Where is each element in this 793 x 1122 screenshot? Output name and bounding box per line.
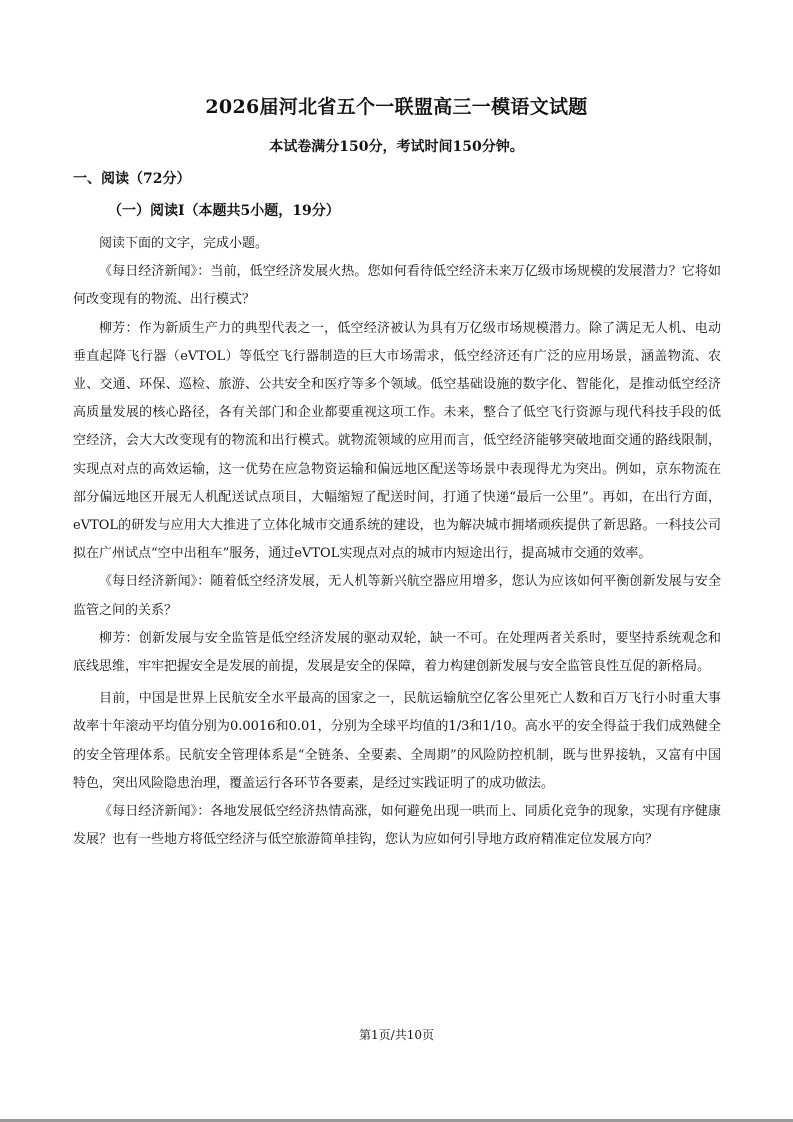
- passage-paragraph: 目前，中国是世界上民航安全水平最高的国家之一，民航运输航空亿客公里死亡人数和百万飞行小时重大事故率十年滚动平均值分别为0.0016和0.01，分别为全球平均值的1/3和1/10。高水平的安全得益于我们成熟健全的安全管理体系。民航安全管理体系是“全链条、全要素、全周期”的风险防控机制，既与世界接轨，又富有中国特色，突出风险隐患治理，覆盖运行各环节各要素，是经过实践证明了的成功做法。: [73, 691, 721, 791]
- passage-paragraph: 《每日经济新闻》：各地发展低空经济热情高涨，如何避免出现一哄而上、同质化竞争的现象，实现有序健康发展？也有一些地方将低空经济与低空旅游简单挂钩，您认为应如何引导地方政府精准定位发展方向？: [73, 804, 721, 848]
- section-heading: 一、阅读（72分）: [73, 171, 191, 187]
- subsection-heading: （一）阅读Ⅰ（本题共5小题，19分）: [108, 203, 340, 219]
- exam-subtitle: 本试卷满分150分，考试时间150分钟。: [269, 139, 524, 155]
- passage-paragraph: 《每日经济新闻》：随着低空经济发展，无人机等新兴航空器应用增多，您认为应该如何平衡创新发展与安全监管之间的关系？: [73, 574, 721, 618]
- page-number: 第1页/共10页: [359, 1028, 434, 1042]
- exam-title: 2026届河北省五个一联盟高三一模语文试题: [205, 96, 588, 118]
- passage-paragraph: 柳芳：作为新质生产力的典型代表之一，低空经济被认为具有万亿级市场规模潜力。除了满足无人机、电动垂直起降飞行器（eVTOL）等低空飞行器制造的巨大市场需求，低空经济还有广泛的应用场景，涵盖物流、农业、交通、环保、巡检、旅游、公共安全和医疗等多个领域。低空基础设施的数字化、智能化，是推动低空经济高质量发展的核心路径，各有关部门和企业都要重视这项工作。未来，整合了低空飞行资源与现代科技手段的低空经济，会大大改变现有的物流和出行模式。就物流领域的应用而言，低空经济能够突破地面交通的路线限制，实现点对点的高效运输，这一优势在应急物资运输和偏远地区配送等场景中表现得尤为突出。例如，京东物流在部分偏远地区开展无人机配送试点项目，大幅缩短了配送时间，打通了快递“最后一公里”。再如，在出行方面，eVTOL的研发与应用大大推进了立体化城市交通系统的建设，也为解决城市拥堵顽疾提供了新思路。一科技公司拟在广州试点“空中出租车”服务，通过eVTOL实现点对点的城市内短途出行，提高城市交通的效率。: [73, 320, 721, 562]
- passage-body: [73, 230, 721, 854]
- passage-paragraph: 《每日经济新闻》：当前，低空经济发展火热。您如何看待低空经济未来万亿级市场规模的发展潜力？它将如何改变现有的物流、出行模式？: [73, 264, 721, 308]
- passage-instruction: 阅读下面的文字，完成小题。: [99, 236, 269, 251]
- passage-paragraph: 柳芳：创新发展与安全监管是低空经济发展的驱动双轮，缺一不可。在处理两者关系时，要坚持系统观念和底线思维，牢牢把握安全是发展的前提，发展是安全的保障，着力构建创新发展与安全监管良性互促的新格局。: [73, 630, 721, 675]
